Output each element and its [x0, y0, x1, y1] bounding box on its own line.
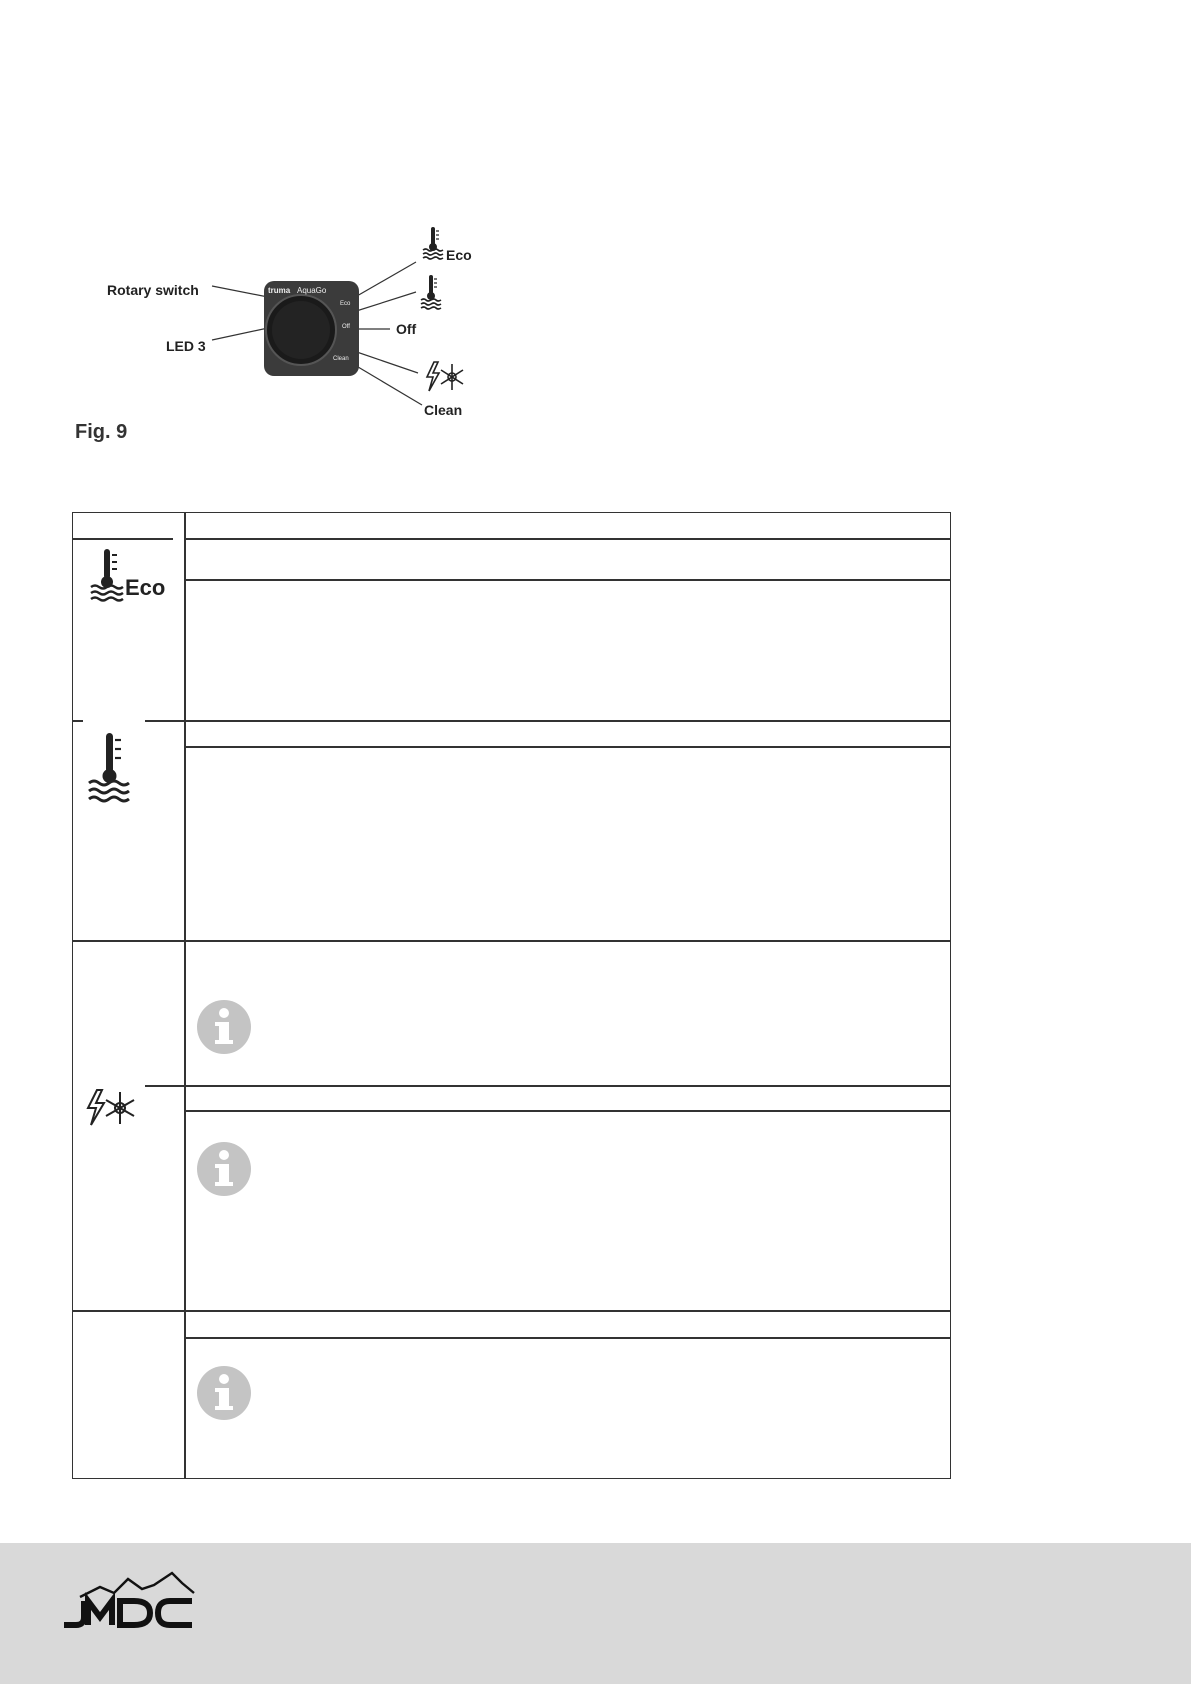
table-rule [73, 1310, 950, 1312]
page-footer [0, 1543, 1191, 1684]
thermometer-icon [87, 731, 133, 803]
frost-protection-icon [424, 360, 466, 394]
table-rule [184, 1085, 950, 1087]
info-icon [196, 1365, 252, 1421]
table-rule [184, 579, 950, 581]
label-off: Off [396, 321, 417, 337]
table-rule [184, 720, 950, 722]
table-column-divider [184, 513, 186, 1478]
table-eco-label: Eco [125, 575, 166, 600]
thermometer-eco-icon [89, 547, 125, 603]
info-icon [196, 1141, 252, 1197]
table-rule [73, 940, 950, 942]
mdc-logo [62, 1567, 198, 1633]
figure-9 [90, 220, 510, 430]
table-rule [73, 538, 173, 540]
label-led-3: LED 3 [166, 338, 206, 354]
panel-model: AquaGo [297, 286, 327, 295]
table-rule [145, 1085, 185, 1087]
table-rule [184, 1110, 950, 1112]
panel-brand: truma [268, 286, 291, 295]
panel-pos-eco: Eco [340, 301, 351, 307]
label-rotary-switch: Rotary switch [107, 282, 199, 298]
table-rule [184, 1337, 950, 1339]
frost-protection-icon [85, 1088, 137, 1128]
panel-pos-off: Off [342, 324, 350, 330]
mode-table [72, 512, 951, 1479]
table-rule [184, 538, 950, 540]
figure-caption: Fig. 9 [75, 421, 128, 443]
panel-pos-clean: Clean [333, 356, 349, 362]
thermometer-eco-icon [422, 226, 444, 260]
label-clean: Clean [424, 402, 463, 418]
table-rule [184, 746, 950, 748]
table-rule [145, 720, 185, 722]
label-eco: Eco [446, 247, 472, 263]
info-icon [196, 999, 252, 1055]
table-rule [73, 720, 83, 722]
thermometer-icon [420, 274, 442, 310]
